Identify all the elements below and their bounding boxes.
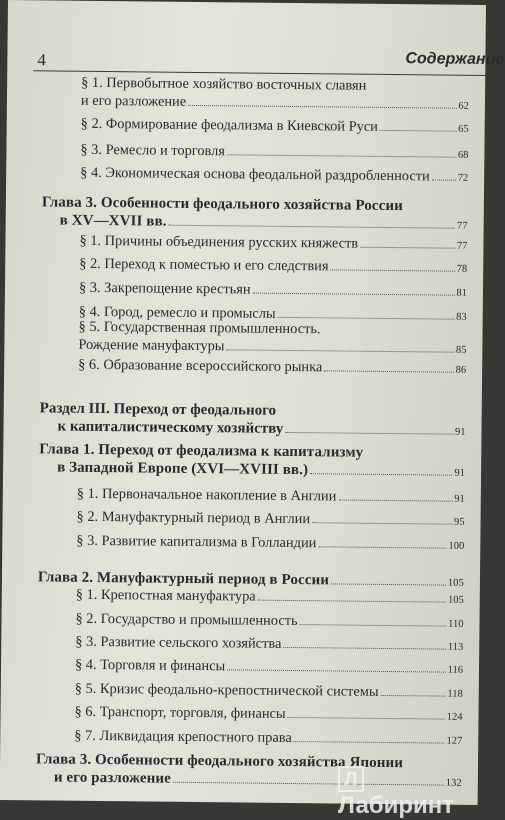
toc-chapter-entry[interactable] [42, 193, 468, 235]
toc-entry-title: Рождение мануфактуры [78, 336, 225, 355]
toc-section-entry[interactable] [76, 532, 464, 556]
toc-page-number: 81 [456, 287, 468, 299]
dot-leader [331, 583, 446, 585]
toc-page-number: 95 [453, 516, 465, 528]
toc-entry-title: § 3. Ремесло и торговля [80, 141, 226, 160]
toc-section-entry[interactable] [74, 703, 462, 727]
toc-entry-title-line: Раздел III. Переход от феодального [39, 400, 277, 419]
dot-leader [258, 600, 446, 603]
toc-entry-title: и его разложение [80, 92, 187, 110]
dot-leader [432, 179, 456, 180]
dot-leader [310, 473, 452, 475]
dot-leader [226, 349, 453, 352]
toc-page-number: 85 [455, 344, 467, 356]
toc-page-number: 65 [458, 123, 469, 135]
dot-leader [318, 546, 446, 548]
toc-section-entry[interactable] [77, 485, 465, 509]
toc-entry-title: § 2. Формирование феодализма в Киевской Руси [80, 115, 378, 135]
toc-chapter-entry[interactable] [39, 440, 465, 482]
toc-entry-title: § 2. Переход к поместью и его следствия [79, 255, 329, 275]
toc-entry-title: в Западной Европе (XVI—XVIII вв.) [57, 459, 309, 479]
toc-entry-title-line: § 5. Государственная промышленность. [78, 318, 321, 338]
labirint-logo-icon: Л [338, 766, 364, 792]
dot-leader [283, 647, 446, 650]
toc-page-number: 77 [456, 240, 468, 252]
toc-entry-title: § 5. Кризис феодально-крепостнической системы [74, 680, 379, 700]
dot-leader [169, 225, 455, 229]
toc-section-entry[interactable] [76, 586, 464, 610]
dot-leader [188, 105, 456, 109]
dot-leader [227, 669, 445, 672]
dot-leader [338, 499, 452, 501]
page-number: 4 [37, 50, 46, 70]
toc-page-number: 91 [454, 467, 466, 479]
toc-section-entry[interactable] [79, 279, 467, 303]
dot-leader [300, 624, 447, 627]
toc-entry-title: § 6. Транспорт, торговля, финансы [74, 703, 286, 722]
dot-leader [288, 717, 445, 720]
toc-section-entry[interactable] [81, 115, 469, 139]
toc-entry-title: § 6. Образование всероссийского рынка [78, 356, 323, 376]
toc-entry-title: § 2. Государство и промышленность [75, 610, 298, 630]
toc-entry-title: к капиталистическому хозяйству [57, 418, 284, 437]
dot-leader [294, 741, 445, 744]
toc-entry-title-line: Глава 3. Особенности феодального хозяйства Японии [35, 751, 404, 772]
toc-section-entry[interactable] [74, 727, 462, 751]
toc-section-entry[interactable] [81, 74, 469, 116]
toc-page-number: 62 [458, 100, 469, 112]
running-head: Содержание [405, 50, 505, 69]
toc-page-number: 77 [456, 220, 468, 232]
toc-entry-title-line: § 1. Первобытное хозяйство восточных славян [81, 74, 367, 94]
toc-page-number: 124 [446, 711, 463, 723]
toc-entry-title: § 3. Развитие сельского хозяйства [75, 633, 282, 652]
toc-page-number: 116 [447, 664, 464, 676]
toc-page-number: 72 [457, 172, 469, 184]
dot-leader [312, 522, 452, 524]
toc-entry-title: § 3. Развитие капитализма в Голландии [76, 532, 317, 552]
toc-section-entry[interactable] [80, 141, 468, 165]
toc-page-number: 132 [445, 777, 462, 789]
dot-leader [285, 432, 453, 435]
toc-page-number: 118 [447, 688, 463, 700]
toc-section-entry[interactable] [75, 680, 463, 704]
dot-leader [227, 154, 456, 157]
toc-entry-title: и его разложение [53, 769, 171, 787]
toc-section-entry[interactable] [75, 656, 463, 680]
toc-page-number: 105 [447, 577, 464, 589]
toc-entry-title-line: Глава 1. Переход от феодализма к капитализму [39, 441, 364, 461]
toc-section-entry[interactable] [75, 633, 463, 657]
toc-entry-title: § 1. Крепостная мануфактура [75, 586, 256, 605]
toc-entry-title: § 4. Торговля и финансы [74, 656, 226, 675]
toc-section-entry[interactable] [75, 610, 463, 634]
toc-entry-title: § 7. Ликвидация крепостного права [74, 727, 292, 747]
dot-leader [253, 293, 455, 296]
dot-leader [380, 130, 456, 132]
toc-entry-title: в XV—XVII вв. [59, 212, 167, 230]
toc-entry-title: § 2. Мануфактурный период в Англии [76, 508, 311, 528]
toc-page-number: 100 [448, 540, 465, 552]
toc-entry-title: § 3. Закрепощение крестьян [78, 279, 251, 298]
toc-section-entry[interactable] [79, 232, 467, 256]
toc-page-number: 78 [456, 263, 468, 275]
toc-page-number: 68 [457, 149, 469, 161]
toc-entry-title: § 4. Экономическая основа феодальной раздробленности [80, 164, 430, 185]
watermark-text: Лабиринт [338, 792, 455, 819]
toc-page-number: 113 [447, 641, 464, 653]
dot-leader [360, 247, 455, 249]
toc-section-entry[interactable] [79, 255, 467, 279]
dot-leader [330, 269, 454, 271]
toc-page-number: 91 [454, 493, 465, 505]
dot-leader [324, 370, 453, 372]
toc-page-number: 105 [447, 594, 464, 606]
toc-page-number: 83 [456, 311, 467, 323]
toc-section-entry[interactable] [80, 164, 468, 188]
toc-section-entry[interactable] [76, 508, 464, 532]
toc-page-number: 127 [446, 735, 463, 747]
toc-page-number: 86 [455, 364, 467, 376]
toc-section-entry[interactable] [78, 356, 466, 380]
toc-page-number: 91 [454, 426, 466, 438]
toc-page-number: 110 [448, 618, 464, 630]
toc-entry-title: § 4. Город, ремесло и промыслы [78, 303, 276, 322]
toc-entry-title: § 1. Первоначальное накопление в Англии [76, 485, 337, 505]
toc-section-entry[interactable] [78, 318, 466, 360]
dot-leader [381, 695, 446, 697]
toc-entry-title: Глава 2. Мануфактурный период в России [37, 569, 330, 589]
watermark [338, 764, 478, 819]
toc-entry-title: § 1. Причины объединения русских княжеств [79, 232, 359, 252]
toc-entry-title-line: Глава 3. Особенности феодального хозяйства России [41, 194, 403, 215]
toc-part-entry[interactable] [39, 399, 465, 441]
